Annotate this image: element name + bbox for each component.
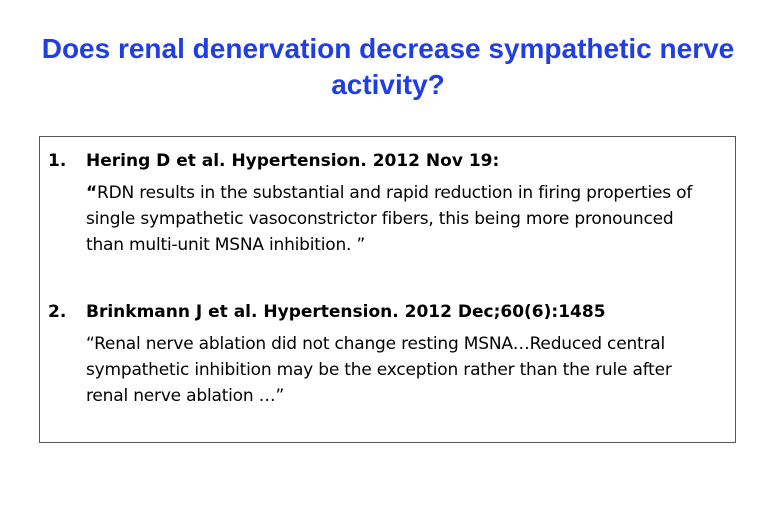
reference-citation: Brinkmann J et al. Hypertension. 2012 Dec;60(6):1485 (86, 302, 606, 322)
references-box (39, 136, 736, 443)
reference-quote: “Renal nerve ablation did not change resting MSNA…Reduced central sympathetic inhibition may be the exception rather than the rule after renal nerve ablation …” (86, 334, 672, 406)
reference-number: 1. (48, 151, 67, 171)
reference-item (48, 149, 728, 258)
reference-item (48, 300, 728, 409)
slide-title: Does renal denervation decrease sympathetic nerve activity? (41, 33, 735, 100)
quote-open-mark: “ (86, 183, 97, 203)
reference-quote (86, 180, 706, 258)
reference-number: 2. (48, 302, 67, 322)
reference-quote-text: RDN results in the substantial and rapid reduction in firing properties of single sympathetic vasoconstrictor fibers, this being more pronounced than multi-unit MSNA inhibition. ” (86, 183, 693, 255)
reference-citation: Hering D et al. Hypertension. 2012 Nov 19: (86, 151, 500, 171)
